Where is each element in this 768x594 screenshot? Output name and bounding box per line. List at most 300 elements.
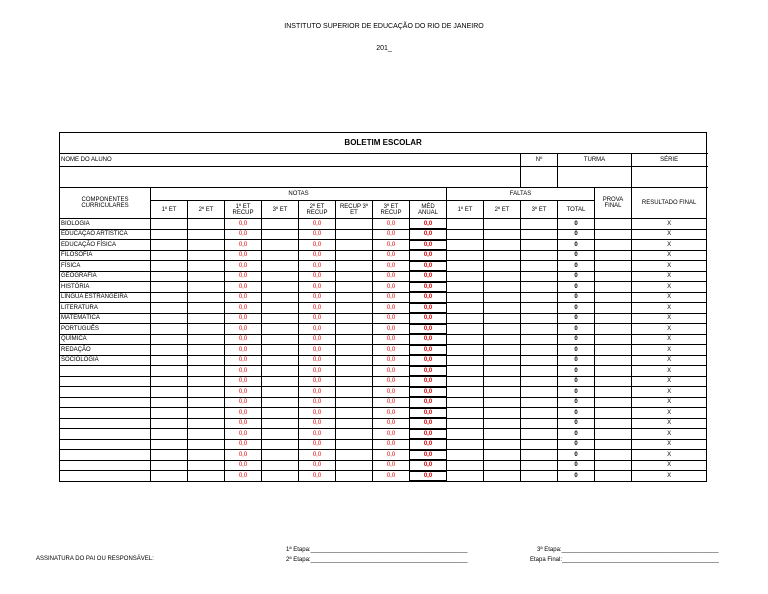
faltas-2et[interactable]: [484, 229, 521, 240]
grade-1et[interactable]: [151, 408, 188, 419]
faltas-1et[interactable]: [447, 408, 484, 419]
grade-2et-recup: 0,0: [299, 303, 336, 314]
grade-1et-recup: 0,0: [225, 471, 262, 482]
subject-row: [60, 219, 707, 230]
grade-3et[interactable]: [262, 219, 299, 230]
prova-final[interactable]: [595, 292, 632, 303]
media-anual: 0,0: [410, 219, 447, 230]
grade-recup-3et[interactable]: [336, 282, 373, 293]
faltas-3et[interactable]: [521, 250, 558, 261]
grade-recup-3et[interactable]: [336, 303, 373, 314]
faltas-total: 0: [558, 345, 595, 356]
grade-2et[interactable]: [188, 387, 225, 398]
subject-name: [60, 439, 151, 450]
grade-2et[interactable]: [188, 261, 225, 272]
grade-2et[interactable]: [188, 334, 225, 345]
faltas-3et[interactable]: [521, 219, 558, 230]
grade-1et[interactable]: [151, 397, 188, 408]
resultado-final: X: [632, 471, 707, 482]
number-label: Nº: [521, 154, 558, 167]
subject-name: [60, 450, 151, 461]
grade-2et[interactable]: [188, 355, 225, 366]
resultado-final-header: RESULTADO FINAL: [632, 188, 707, 219]
grade-2et[interactable]: [188, 366, 225, 377]
prova-final[interactable]: [595, 376, 632, 387]
faltas-1et[interactable]: [447, 376, 484, 387]
grade-1et-recup: 0,0: [225, 282, 262, 293]
faltas-total: 0: [558, 219, 595, 230]
grade-1et-recup: 0,0: [225, 408, 262, 419]
faltas-1et[interactable]: [447, 250, 484, 261]
faltas-2et[interactable]: [484, 376, 521, 387]
prova-final[interactable]: [595, 345, 632, 356]
grade-3et[interactable]: [262, 418, 299, 429]
faltas-2et[interactable]: [484, 334, 521, 345]
faltas-1et[interactable]: [447, 355, 484, 366]
media-anual: 0,0: [410, 345, 447, 356]
prova-final[interactable]: [595, 408, 632, 419]
subject-row: [60, 387, 707, 398]
faltas-3et[interactable]: [521, 345, 558, 356]
subject-row: [60, 250, 707, 261]
prova-final[interactable]: [595, 303, 632, 314]
grade-recup-3et[interactable]: [336, 366, 373, 377]
faltas-2et[interactable]: [484, 366, 521, 377]
faltas-1et[interactable]: [447, 282, 484, 293]
faltas-1et[interactable]: [447, 450, 484, 461]
faltas-1et[interactable]: [447, 240, 484, 251]
grade-recup-3et[interactable]: [336, 240, 373, 251]
grade-2et[interactable]: [188, 439, 225, 450]
grade-1et[interactable]: [151, 334, 188, 345]
grade-recup-3et[interactable]: [336, 471, 373, 482]
faltas-1et[interactable]: [447, 324, 484, 335]
grade-1et[interactable]: [151, 250, 188, 261]
grade-3et-recup: 0,0: [373, 408, 410, 419]
grade-field[interactable]: [632, 167, 707, 188]
grade-3et[interactable]: [262, 282, 299, 293]
subject-name: EDUCAÇÃO FÍSICA: [60, 240, 151, 251]
faltas-1et[interactable]: [447, 334, 484, 345]
grade-1et[interactable]: [151, 355, 188, 366]
prova-final[interactable]: [595, 282, 632, 293]
faltas-1et[interactable]: [447, 229, 484, 240]
grade-2et-recup: 0,0: [299, 240, 336, 251]
prova-final[interactable]: [595, 418, 632, 429]
grade-2et[interactable]: [188, 219, 225, 230]
grade-3et[interactable]: [262, 250, 299, 261]
grade-3et-recup: 0,0: [373, 366, 410, 377]
resultado-final: X: [632, 324, 707, 335]
grade-1et-recup: 0,0: [225, 292, 262, 303]
grade-recup-3et[interactable]: [336, 219, 373, 230]
faltas-1et[interactable]: [447, 313, 484, 324]
grade-3et[interactable]: [262, 334, 299, 345]
resultado-final: X: [632, 345, 707, 356]
faltas-header: FALTAS: [447, 188, 595, 201]
grade-recup-3et[interactable]: [336, 376, 373, 387]
prova-final[interactable]: [595, 387, 632, 398]
grade-label: SÉRIE: [632, 154, 707, 167]
absence-column-header: 1º ET: [447, 201, 484, 219]
grade-3et[interactable]: [262, 345, 299, 356]
grade-3et[interactable]: [262, 313, 299, 324]
grade-1et[interactable]: [151, 271, 188, 282]
faltas-2et[interactable]: [484, 240, 521, 251]
faltas-1et[interactable]: [447, 292, 484, 303]
faltas-2et[interactable]: [484, 355, 521, 366]
grade-2et[interactable]: [188, 324, 225, 335]
faltas-1et[interactable]: [447, 439, 484, 450]
grade-recup-3et[interactable]: [336, 324, 373, 335]
student-name-label: NOME DO ALUNO: [60, 154, 521, 167]
grade-3et[interactable]: [262, 397, 299, 408]
grade-recup-3et[interactable]: [336, 355, 373, 366]
subject-name: [60, 366, 151, 377]
grade-2et[interactable]: [188, 376, 225, 387]
resultado-final: X: [632, 261, 707, 272]
prova-final[interactable]: [595, 439, 632, 450]
grade-3et[interactable]: [262, 439, 299, 450]
prova-final[interactable]: [595, 450, 632, 461]
media-anual: 0,0: [410, 355, 447, 366]
subject-name: BIOLOGIA: [60, 219, 151, 230]
faltas-3et[interactable]: [521, 313, 558, 324]
faltas-3et[interactable]: [521, 387, 558, 398]
resultado-final: X: [632, 292, 707, 303]
prova-final[interactable]: [595, 271, 632, 282]
grade-1et[interactable]: [151, 261, 188, 272]
grade-3et[interactable]: [262, 324, 299, 335]
grade-2et[interactable]: [188, 250, 225, 261]
faltas-1et[interactable]: [447, 387, 484, 398]
subject-name: QUÍMICA: [60, 334, 151, 345]
faltas-2et[interactable]: [484, 345, 521, 356]
grade-3et[interactable]: [262, 261, 299, 272]
faltas-3et[interactable]: [521, 418, 558, 429]
faltas-2et[interactable]: [484, 324, 521, 335]
faltas-1et[interactable]: [447, 271, 484, 282]
faltas-2et[interactable]: [484, 460, 521, 471]
grade-recup-3et[interactable]: [336, 408, 373, 419]
prova-final[interactable]: [595, 229, 632, 240]
faltas-total: 0: [558, 418, 595, 429]
grade-2et[interactable]: [188, 471, 225, 482]
grade-recup-3et[interactable]: [336, 292, 373, 303]
report-card-table: [59, 132, 707, 482]
grade-recup-3et[interactable]: [336, 229, 373, 240]
grade-recup-3et[interactable]: [336, 261, 373, 272]
faltas-2et[interactable]: [484, 250, 521, 261]
grade-3et-recup: 0,0: [373, 240, 410, 251]
resultado-final: X: [632, 229, 707, 240]
faltas-2et[interactable]: [484, 271, 521, 282]
faltas-3et[interactable]: [521, 334, 558, 345]
grade-1et[interactable]: [151, 439, 188, 450]
prova-final[interactable]: [595, 219, 632, 230]
faltas-3et[interactable]: [521, 229, 558, 240]
grade-3et[interactable]: [262, 303, 299, 314]
subject-row: [60, 397, 707, 408]
grade-3et[interactable]: [262, 366, 299, 377]
faltas-3et[interactable]: [521, 240, 558, 251]
subject-name: [60, 429, 151, 440]
absence-column-header: 2º ET: [484, 201, 521, 219]
faltas-3et[interactable]: [521, 261, 558, 272]
faltas-total: 0: [558, 429, 595, 440]
grade-1et[interactable]: [151, 345, 188, 356]
grade-recup-3et[interactable]: [336, 418, 373, 429]
grade-recup-3et[interactable]: [336, 439, 373, 450]
grade-1et[interactable]: [151, 460, 188, 471]
grade-1et[interactable]: [151, 387, 188, 398]
grade-2et[interactable]: [188, 240, 225, 251]
prova-final[interactable]: [595, 460, 632, 471]
grade-3et-recup: 0,0: [373, 439, 410, 450]
grade-2et[interactable]: [188, 292, 225, 303]
prova-final[interactable]: [595, 397, 632, 408]
prova-final[interactable]: [595, 355, 632, 366]
faltas-3et[interactable]: [521, 324, 558, 335]
grade-1et[interactable]: [151, 240, 188, 251]
grade-2et-recup: 0,0: [299, 366, 336, 377]
grade-3et[interactable]: [262, 355, 299, 366]
faltas-3et[interactable]: [521, 366, 558, 377]
faltas-2et[interactable]: [484, 397, 521, 408]
grade-2et[interactable]: [188, 303, 225, 314]
grade-3et[interactable]: [262, 408, 299, 419]
grade-2et[interactable]: [188, 397, 225, 408]
grade-3et[interactable]: [262, 376, 299, 387]
grade-3et-recup: 0,0: [373, 261, 410, 272]
faltas-3et[interactable]: [521, 282, 558, 293]
grade-2et-recup: 0,0: [299, 282, 336, 293]
grade-1et-recup: 0,0: [225, 450, 262, 461]
grade-2et[interactable]: [188, 313, 225, 324]
grade-2et[interactable]: [188, 429, 225, 440]
prova-final[interactable]: [595, 334, 632, 345]
prova-final[interactable]: [595, 313, 632, 324]
faltas-total: 0: [558, 408, 595, 419]
grade-1et[interactable]: [151, 219, 188, 230]
grade-3et[interactable]: [262, 240, 299, 251]
grade-2et[interactable]: [188, 345, 225, 356]
grade-2et-recup: 0,0: [299, 324, 336, 335]
faltas-total: 0: [558, 271, 595, 282]
grade-1et[interactable]: [151, 366, 188, 377]
grade-3et[interactable]: [262, 450, 299, 461]
grade-1et-recup: 0,0: [225, 376, 262, 387]
subject-name: LÍNGUA ESTRANGEIRA: [60, 292, 151, 303]
subject-name: MATEMÁTICA: [60, 313, 151, 324]
faltas-1et[interactable]: [447, 345, 484, 356]
resultado-final: X: [632, 282, 707, 293]
subject-row: [60, 282, 707, 293]
grade-2et-recup: 0,0: [299, 292, 336, 303]
grade-2et[interactable]: [188, 282, 225, 293]
prova-final[interactable]: [595, 429, 632, 440]
faltas-3et[interactable]: [521, 439, 558, 450]
grade-recup-3et[interactable]: [336, 460, 373, 471]
grade-1et-recup: 0,0: [225, 355, 262, 366]
faltas-3et[interactable]: [521, 450, 558, 461]
faltas-3et[interactable]: [521, 408, 558, 419]
grade-1et[interactable]: [151, 292, 188, 303]
prova-final[interactable]: [595, 366, 632, 377]
faltas-total: 0: [558, 229, 595, 240]
resultado-final: X: [632, 439, 707, 450]
grade-1et[interactable]: [151, 471, 188, 482]
grade-2et[interactable]: [188, 408, 225, 419]
subject-row: [60, 355, 707, 366]
faltas-2et[interactable]: [484, 261, 521, 272]
subject-row: [60, 439, 707, 450]
faltas-total: 0: [558, 240, 595, 251]
number-field[interactable]: [521, 167, 558, 188]
grade-2et-recup: 0,0: [299, 229, 336, 240]
faltas-2et[interactable]: [484, 439, 521, 450]
faltas-3et[interactable]: [521, 271, 558, 282]
faltas-2et[interactable]: [484, 313, 521, 324]
faltas-2et[interactable]: [484, 303, 521, 314]
faltas-1et[interactable]: [447, 429, 484, 440]
class-field[interactable]: [558, 167, 632, 188]
faltas-3et[interactable]: [521, 429, 558, 440]
grade-2et[interactable]: [188, 229, 225, 240]
faltas-1et[interactable]: [447, 303, 484, 314]
prova-final[interactable]: [595, 471, 632, 482]
grade-3et[interactable]: [262, 292, 299, 303]
grade-recup-3et[interactable]: [336, 450, 373, 461]
grade-3et[interactable]: [262, 429, 299, 440]
grade-2et[interactable]: [188, 418, 225, 429]
grade-3et-recup: 0,0: [373, 334, 410, 345]
grade-3et-recup: 0,0: [373, 355, 410, 366]
grade-1et[interactable]: [151, 313, 188, 324]
faltas-3et[interactable]: [521, 397, 558, 408]
grade-1et[interactable]: [151, 282, 188, 293]
grade-3et-recup: 0,0: [373, 450, 410, 461]
subject-row: [60, 471, 707, 482]
student-name-field[interactable]: [60, 167, 521, 188]
grade-2et[interactable]: [188, 450, 225, 461]
grade-1et-recup: 0,0: [225, 240, 262, 251]
grade-2et[interactable]: [188, 271, 225, 282]
prova-final[interactable]: [595, 324, 632, 335]
subject-name: FILOSOFIA: [60, 250, 151, 261]
faltas-2et[interactable]: [484, 387, 521, 398]
faltas-1et[interactable]: [447, 471, 484, 482]
grade-1et[interactable]: [151, 418, 188, 429]
faltas-3et[interactable]: [521, 355, 558, 366]
grade-1et[interactable]: [151, 229, 188, 240]
faltas-1et[interactable]: [447, 460, 484, 471]
class-label: TURMA: [558, 154, 632, 167]
resultado-final: X: [632, 219, 707, 230]
grade-recup-3et[interactable]: [336, 334, 373, 345]
faltas-2et[interactable]: [484, 282, 521, 293]
resultado-final: X: [632, 460, 707, 471]
prova-final[interactable]: [595, 250, 632, 261]
media-anual: 0,0: [410, 439, 447, 450]
grade-1et[interactable]: [151, 303, 188, 314]
faltas-1et[interactable]: [447, 261, 484, 272]
faltas-3et[interactable]: [521, 292, 558, 303]
grade-recup-3et[interactable]: [336, 313, 373, 324]
faltas-3et[interactable]: [521, 460, 558, 471]
faltas-3et[interactable]: [521, 376, 558, 387]
faltas-total: 0: [558, 439, 595, 450]
media-anual: 0,0: [410, 261, 447, 272]
resultado-final: X: [632, 334, 707, 345]
grade-1et[interactable]: [151, 450, 188, 461]
subject-row: [60, 334, 707, 345]
subject-name: [60, 460, 151, 471]
grade-2et-recup: 0,0: [299, 313, 336, 324]
faltas-2et[interactable]: [484, 418, 521, 429]
faltas-2et[interactable]: [484, 450, 521, 461]
subject-name: [60, 387, 151, 398]
grade-3et[interactable]: [262, 271, 299, 282]
prova-final[interactable]: [595, 261, 632, 272]
grade-1et-recup: 0,0: [225, 261, 262, 272]
grade-1et[interactable]: [151, 376, 188, 387]
grade-3et-recup: 0,0: [373, 250, 410, 261]
grade-recup-3et[interactable]: [336, 429, 373, 440]
grade-column-header: 2º ET RECUP: [299, 201, 336, 219]
grade-1et-recup: 0,0: [225, 366, 262, 377]
grade-2et-recup: 0,0: [299, 355, 336, 366]
grade-3et[interactable]: [262, 460, 299, 471]
grade-3et[interactable]: [262, 471, 299, 482]
subject-name: [60, 408, 151, 419]
grade-recup-3et[interactable]: [336, 387, 373, 398]
grade-1et-recup: 0,0: [225, 418, 262, 429]
grade-1et-recup: 0,0: [225, 387, 262, 398]
faltas-1et[interactable]: [447, 397, 484, 408]
grade-recup-3et[interactable]: [336, 271, 373, 282]
grade-3et-recup: 0,0: [373, 313, 410, 324]
grade-1et[interactable]: [151, 324, 188, 335]
faltas-2et[interactable]: [484, 471, 521, 482]
year-label: 201_: [376, 45, 392, 52]
faltas-total: 0: [558, 450, 595, 461]
faltas-1et[interactable]: [447, 219, 484, 230]
prova-final[interactable]: [595, 240, 632, 251]
subject-row: [60, 313, 707, 324]
faltas-3et[interactable]: [521, 303, 558, 314]
grade-3et-recup: 0,0: [373, 229, 410, 240]
grade-3et[interactable]: [262, 229, 299, 240]
faltas-2et[interactable]: [484, 408, 521, 419]
etapa-3-line: 3ª Etapa:_______________________________________________: [537, 547, 719, 553]
grade-recup-3et[interactable]: [336, 345, 373, 356]
faltas-2et[interactable]: [484, 292, 521, 303]
media-anual: 0,0: [410, 366, 447, 377]
grade-3et[interactable]: [262, 387, 299, 398]
faltas-1et[interactable]: [447, 366, 484, 377]
grade-recup-3et[interactable]: [336, 397, 373, 408]
prova-final-header: PROVA FINAL: [595, 188, 632, 219]
faltas-3et[interactable]: [521, 471, 558, 482]
grade-2et[interactable]: [188, 460, 225, 471]
faltas-2et[interactable]: [484, 219, 521, 230]
faltas-2et[interactable]: [484, 429, 521, 440]
faltas-1et[interactable]: [447, 418, 484, 429]
grade-1et-recup: 0,0: [225, 324, 262, 335]
grade-1et[interactable]: [151, 429, 188, 440]
grade-recup-3et[interactable]: [336, 250, 373, 261]
